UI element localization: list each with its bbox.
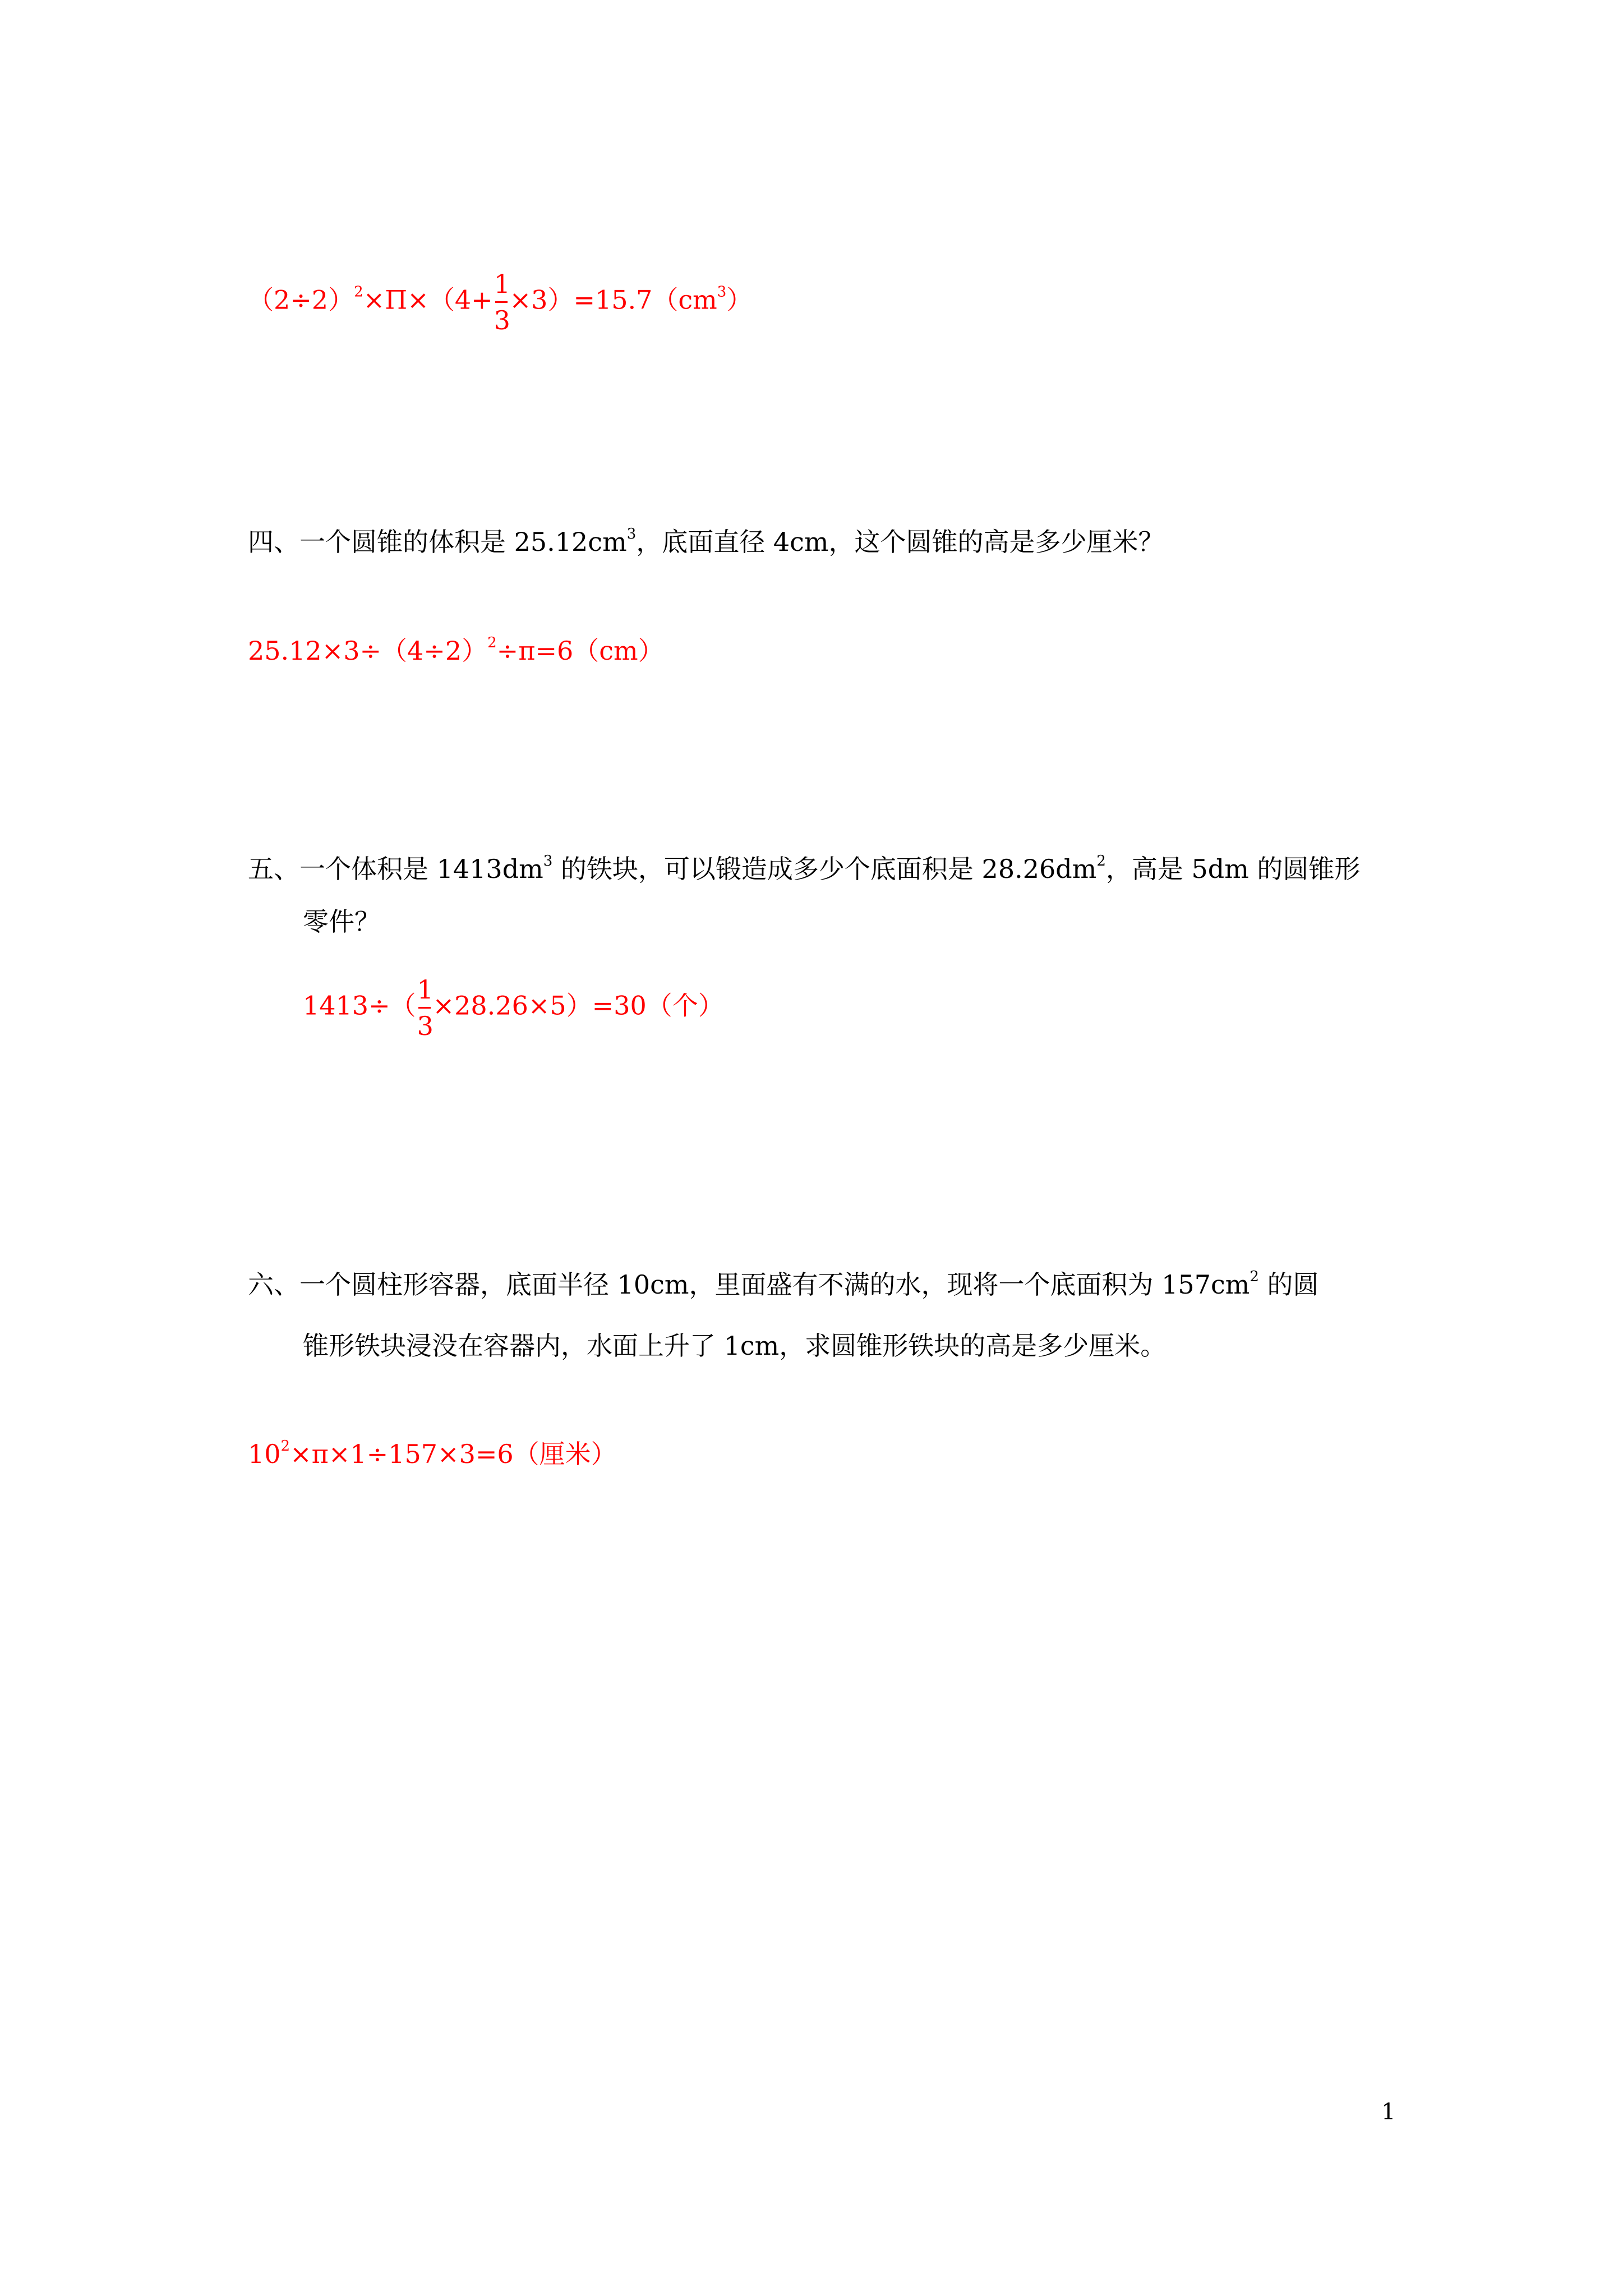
question-5-text-a: 五、一个体积是 1413dm bbox=[248, 854, 543, 884]
question-5-sup2: 2 bbox=[1096, 853, 1106, 869]
question-6-line-1 bbox=[248, 1268, 1319, 1301]
answer-4-sup: 2 bbox=[487, 634, 497, 651]
question-6-line-2: 锥形铁块浸没在容器内，水面上升了 1cm，求圆锥形铁块的高是多少厘米。 bbox=[303, 1331, 1166, 1361]
answer-4 bbox=[248, 634, 664, 668]
answer-6-sup: 2 bbox=[280, 1438, 291, 1455]
question-6-text-a: 六、一个圆柱形容器，底面半径 10cm，里面盛有不满的水，现将一个底面积为 157cm bbox=[248, 1269, 1250, 1300]
answer-3-part4: ） bbox=[726, 284, 753, 315]
answer-6-part1: 10 bbox=[248, 1439, 281, 1469]
fraction-one-third bbox=[494, 266, 509, 338]
question-4-text1: 四、一个圆锥的体积是 25.12cm bbox=[248, 527, 627, 557]
answer-5-part1: 1413÷（ bbox=[303, 990, 416, 1021]
question-5-sup1: 3 bbox=[543, 853, 553, 869]
question-4 bbox=[248, 525, 1164, 559]
answer-3-part2: ×Π×（4+ bbox=[363, 284, 493, 315]
answer-3-part1: （2÷2） bbox=[248, 284, 354, 315]
answer-6-part2: ×π×1÷157×3=6（厘米） bbox=[290, 1439, 617, 1469]
fraction-numerator: 1 bbox=[417, 974, 434, 1005]
question-4-text2: ，底面直径 4cm，这个圆锥的高是多少厘米？ bbox=[636, 527, 1164, 557]
answer-3-sup1: 2 bbox=[354, 283, 363, 301]
fraction-numerator: 1 bbox=[494, 269, 510, 299]
question-6-text-b: 的圆 bbox=[1258, 1269, 1319, 1300]
question-4-sup: 3 bbox=[626, 526, 637, 542]
answer-3-part3: ×3）=15.7（cm bbox=[509, 284, 717, 315]
answer-3-sup2: 3 bbox=[717, 283, 727, 301]
question-5-text-b: 的铁块，可以锻造成多少个底面积是 28.26dm bbox=[552, 854, 1097, 884]
answer-5 bbox=[303, 972, 724, 1043]
question-5-text-c: ，高是 5dm 的圆锥形 bbox=[1105, 854, 1361, 884]
question-5-line-1 bbox=[248, 852, 1360, 886]
question-5-line-2: 零件？ bbox=[303, 907, 380, 937]
answer-5-part2: ×28.26×5）=30（个） bbox=[432, 990, 724, 1021]
fraction-denominator: 3 bbox=[417, 1011, 434, 1041]
fraction-one-third bbox=[417, 972, 432, 1043]
question-6-sup: 2 bbox=[1249, 1268, 1259, 1285]
answer-6 bbox=[248, 1437, 617, 1471]
page-number: 1 bbox=[1381, 2099, 1396, 2125]
answer-3 bbox=[248, 266, 752, 338]
fraction-denominator: 3 bbox=[494, 305, 510, 335]
answer-4-part1: 25.12×3÷（4÷2） bbox=[248, 636, 488, 666]
answer-4-part2: ÷π=6（cm） bbox=[496, 636, 664, 666]
